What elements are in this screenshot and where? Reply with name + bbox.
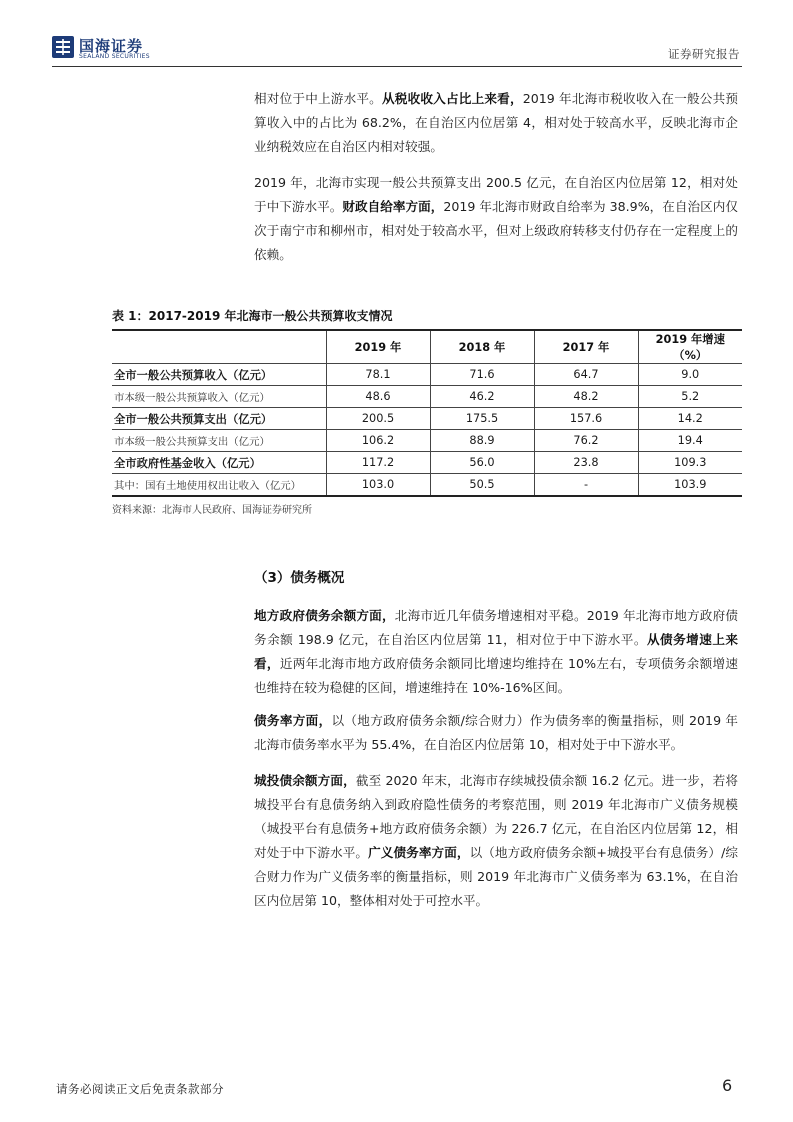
- paragraph-lead-phrase: 地方政府债务余额方面，: [254, 608, 395, 623]
- paragraph-text: 2019 年，北海市实现一般公共预算支出 200.5 亿元，在自治区内位居第 12，相对处于中下游水平。: [254, 175, 738, 214]
- logo-cn-text: 国海证券: [79, 37, 144, 55]
- paragraph-lead-phrase: 城投债余额方面，: [254, 773, 356, 788]
- row-label: 全市一般公共预算收入（亿元）: [112, 364, 326, 386]
- table-header-growth: 2019 年增速（%）: [638, 331, 742, 364]
- paragraph-text: 以（地方政府债务余额+城投平台有息债务）/综合财力作为广义债务率的衡量指标，则 2019 年北海市广义债务率为 63.1%，在自治区内位居第 10，整体相对处于可控水平。: [254, 845, 739, 908]
- cell-2018: 46.2: [430, 386, 534, 408]
- cell-2019: 200.5: [326, 408, 430, 430]
- paragraph-text: 以（地方政府债务余额/综合财力）作为债务率的衡量指标，则 2019 年北海市债务率水平为 55.4%，在自治区内位居第 10，相对处于中下游水平。: [254, 713, 738, 752]
- paragraph-text: 相对位于中上游水平。: [254, 91, 382, 106]
- cell-2019: 78.1: [326, 364, 430, 386]
- header-divider: [52, 66, 742, 67]
- table-header-2018: 2018 年: [430, 331, 534, 364]
- cell-growth: 109.3: [638, 452, 742, 474]
- cell-2019: 48.6: [326, 386, 430, 408]
- report-type: 证券研究报告: [668, 47, 740, 61]
- cell-2017: 157.6: [534, 408, 638, 430]
- page-number: 6: [722, 1076, 733, 1095]
- cell-2019: 106.2: [326, 430, 430, 452]
- table-row: [112, 386, 742, 408]
- paragraph-lead-phrase: 从债务增速上来看，: [254, 632, 739, 671]
- cell-2017: 23.8: [534, 452, 638, 474]
- row-label: 市本级一般公共预算支出（亿元）: [112, 430, 326, 452]
- paragraph-text: 截至 2020 年末，北海市存续城投债余额 16.2 亿元。进一步，若将城投平台有息债务纳入到政府隐性债务的考察范围，则 2019 年北海市广义债务规模（城投平台有息债务+地方政府债务余额）为 226.7 亿元，在自治区内位居第 12，相对处于中下游水平。: [254, 773, 739, 860]
- cell-growth: 9.0: [638, 364, 742, 386]
- row-label: 全市政府性基金收入（亿元）: [112, 452, 326, 474]
- row-label: 其中：国有土地使用权出让收入（亿元）: [112, 474, 326, 496]
- paragraph-lead-phrase: 债务率方面，: [254, 713, 332, 728]
- cell-growth: 19.4: [638, 430, 742, 452]
- cell-growth: 5.2: [638, 386, 742, 408]
- cell-2017: 48.2: [534, 386, 638, 408]
- paragraph-text: 北海市近几年债务增速相对平稳。2019 年北海市地方政府债务余额 198.9 亿元，在自治区内位居第 11，相对位于中下游水平。: [254, 608, 738, 647]
- paragraph-lgfv-debt: [254, 769, 738, 913]
- row-label: 全市一般公共预算支出（亿元）: [112, 408, 326, 430]
- cell-2018: 71.6: [430, 364, 534, 386]
- paragraph-text: 近两年北海市地方政府债务余额同比增速均维持在 10%左右，专项债务余额增速也维持在较为稳健的区间，增速维持在 10%-16%区间。: [254, 656, 738, 695]
- cell-growth: 14.2: [638, 408, 742, 430]
- table-row: [112, 474, 742, 496]
- table-row: [112, 408, 742, 430]
- table-header-2017: 2017 年: [534, 331, 638, 364]
- cell-2019: 103.0: [326, 474, 430, 496]
- paragraph-tax-share: [254, 87, 738, 159]
- table-source: 资料来源：北海市人民政府、国海证券研究所: [112, 504, 312, 516]
- cell-growth: 103.9: [638, 474, 742, 496]
- table-row: [112, 364, 742, 386]
- paragraph-text: 2019 年北海市财政自给率为 38.9%，在自治区内仅次于南宁市和柳州市，相对处于较高水平，但对上级政府转移支付仍存在一定程度上的依赖。: [254, 199, 739, 262]
- budget-table: [112, 331, 742, 497]
- cell-2017: -: [534, 474, 638, 496]
- table-header-label: [112, 331, 326, 364]
- budget-table-block: [112, 307, 742, 516]
- sealand-logo: [52, 34, 162, 62]
- cell-2017: 64.7: [534, 364, 638, 386]
- paragraph-debt-ratio: [254, 709, 738, 757]
- cell-2018: 88.9: [430, 430, 534, 452]
- cell-2018: 175.5: [430, 408, 534, 430]
- cell-2018: 56.0: [430, 452, 534, 474]
- paragraph-lead-phrase: 从税收收入占比上来看，: [381, 91, 523, 106]
- table-header-row: [112, 331, 742, 364]
- paragraph-lead-phrase: 广义债务率方面，: [368, 845, 470, 860]
- paragraph-text: 2019 年北海市税收收入在一般公共预算收入中的占比为 68.2%，在自治区内位居第 4，相对处于较高水平，反映北海市企业纳税效应在自治区内相对较强。: [254, 91, 738, 154]
- paragraph-expenditure: [254, 171, 738, 267]
- paragraph-debt-balance: [254, 604, 738, 700]
- cell-2018: 50.5: [430, 474, 534, 496]
- footer-disclaimer: 请务必阅读正文后免责条款部分: [56, 1082, 224, 1096]
- section-title: （3）债务概况: [254, 570, 345, 586]
- table-row: [112, 430, 742, 452]
- page-header: [52, 34, 742, 64]
- sealand-logo-icon: [52, 36, 74, 58]
- table-row: [112, 452, 742, 474]
- cell-2019: 117.2: [326, 452, 430, 474]
- table-title: 表 1：2017-2019 年北海市一般公共预算收支情况: [112, 309, 393, 323]
- table-header-2019: 2019 年: [326, 331, 430, 364]
- paragraph-lead-phrase: 财政自给率方面，: [342, 199, 444, 214]
- logo-en-text: SEALAND SECURITIES: [79, 53, 150, 60]
- row-label: 市本级一般公共预算收入（亿元）: [112, 386, 326, 408]
- cell-2017: 76.2: [534, 430, 638, 452]
